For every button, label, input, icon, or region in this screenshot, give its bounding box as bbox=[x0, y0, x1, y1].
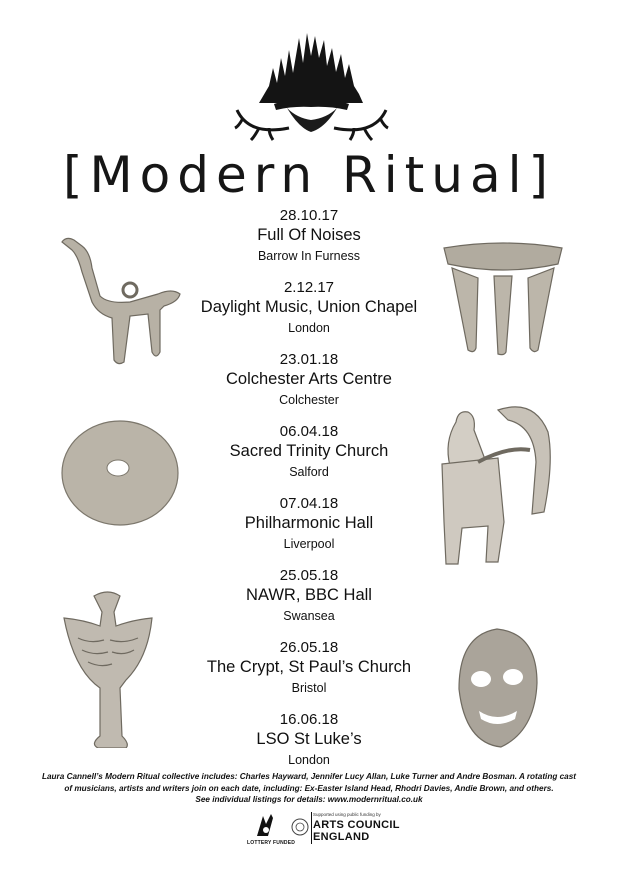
event-date: 06.04.18 bbox=[279, 423, 339, 440]
event-item bbox=[184, 495, 434, 567]
event-date: 2.12.17 bbox=[283, 279, 335, 296]
funder-logos bbox=[247, 812, 400, 852]
event-city: Colchester bbox=[279, 393, 339, 407]
footer-website-line: See individual listings for details: www.modernritual.co.uk bbox=[195, 795, 423, 805]
event-venue: Full Of Noises bbox=[257, 226, 361, 244]
event-date: 23.01.18 bbox=[279, 351, 339, 368]
footer-line: of musicians, artists and writers join on each date, including: Ex-Easter Island Head, Rhodri Davies, Andie Brown, and others. bbox=[64, 783, 554, 793]
idol-figurine bbox=[60, 588, 155, 748]
ace-name-line1: ARTS COUNCIL bbox=[313, 819, 400, 831]
event-item bbox=[184, 207, 434, 279]
event-city: Liverpool bbox=[283, 537, 335, 551]
event-list bbox=[184, 207, 434, 783]
forest-logo bbox=[229, 28, 394, 146]
page-title: [Modern Ritual] bbox=[63, 146, 555, 204]
event-item bbox=[184, 567, 434, 639]
event-item bbox=[184, 279, 434, 351]
event-venue: LSO St Luke’s bbox=[256, 730, 362, 748]
stone-mask bbox=[455, 627, 540, 749]
event-venue: Sacred Trinity Church bbox=[229, 442, 389, 460]
event-date: 16.06.18 bbox=[279, 711, 339, 728]
harpist-figurine bbox=[438, 402, 563, 567]
event-city: London bbox=[288, 321, 330, 335]
event-date: 26.05.18 bbox=[279, 639, 339, 656]
event-date: 28.10.17 bbox=[279, 207, 339, 224]
footer-credits bbox=[40, 771, 578, 806]
event-city: Swansea bbox=[283, 609, 335, 623]
lottery-funded-label: LOTTERY FUNDED bbox=[247, 840, 296, 846]
footer-line: Laura Cannell’s Modern Ritual collective includes: Charles Hayward, Jennifer Lucy Allan, Luke Turner and Andre Bosman. A rotating cast bbox=[42, 772, 576, 781]
event-item bbox=[184, 639, 434, 711]
event-item bbox=[184, 351, 434, 423]
tripod-bowl bbox=[438, 238, 568, 356]
arts-council-seal bbox=[291, 814, 309, 840]
event-city: Salford bbox=[289, 465, 329, 479]
event-venue: The Crypt, St Paul’s Church bbox=[206, 658, 412, 676]
event-venue: Philharmonic Hall bbox=[244, 514, 374, 532]
ace-supported-text: Supported using public funding by bbox=[313, 812, 381, 817]
event-city: Barrow In Furness bbox=[257, 249, 361, 263]
event-venue: Daylight Music, Union Chapel bbox=[200, 298, 418, 316]
event-date: 07.04.18 bbox=[279, 495, 339, 512]
stone-disc bbox=[60, 418, 180, 528]
lottery-fingers-icon bbox=[253, 812, 277, 838]
event-city: Bristol bbox=[291, 681, 327, 695]
funder-divider bbox=[311, 812, 312, 844]
event-venue: NAWR, BBC Hall bbox=[246, 586, 372, 604]
event-date: 25.05.18 bbox=[279, 567, 339, 584]
event-city: London bbox=[288, 753, 330, 767]
bird-figurine bbox=[60, 232, 185, 367]
ace-name-line2: ENGLAND bbox=[313, 831, 370, 843]
event-item bbox=[184, 423, 434, 495]
event-venue: Colchester Arts Centre bbox=[226, 370, 392, 388]
